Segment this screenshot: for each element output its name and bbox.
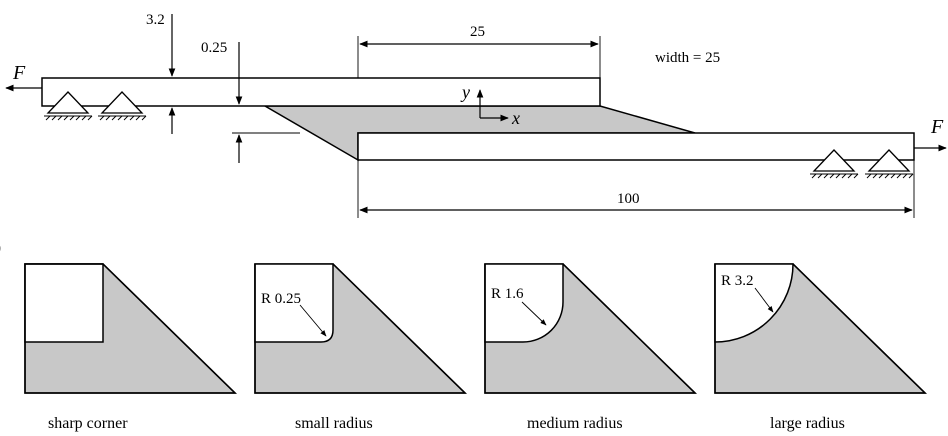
width-note: width = 25 [655,50,721,66]
thickness-label: 3.2 [146,12,165,28]
offset-label: 0.25 [201,40,228,56]
lap-joint [42,78,914,160]
left-force-label: F [13,62,26,84]
caption-small-radius: small radius [295,415,373,432]
variant-sharp-corner [25,264,235,393]
variant-small-radius [255,264,465,393]
radius-label-medium: R 1.6 [491,286,524,302]
overlap-label: 25 [470,24,485,40]
panel-label [0,240,1,256]
right-force-label: F [931,116,944,138]
radius-label-small: R 0.25 [261,291,302,307]
caption-medium-radius: medium radius [527,415,623,432]
variant-medium-radius [485,264,695,393]
variant-large-radius [715,264,925,393]
length-label: 100 [617,191,640,207]
y-axis-label: y [462,82,470,102]
caption-large-radius: large radius [770,415,845,432]
x-axis-label: x [512,108,520,128]
caption-sharp-corner: sharp corner [48,415,128,432]
radius-label-large: R 3.2 [721,273,754,289]
